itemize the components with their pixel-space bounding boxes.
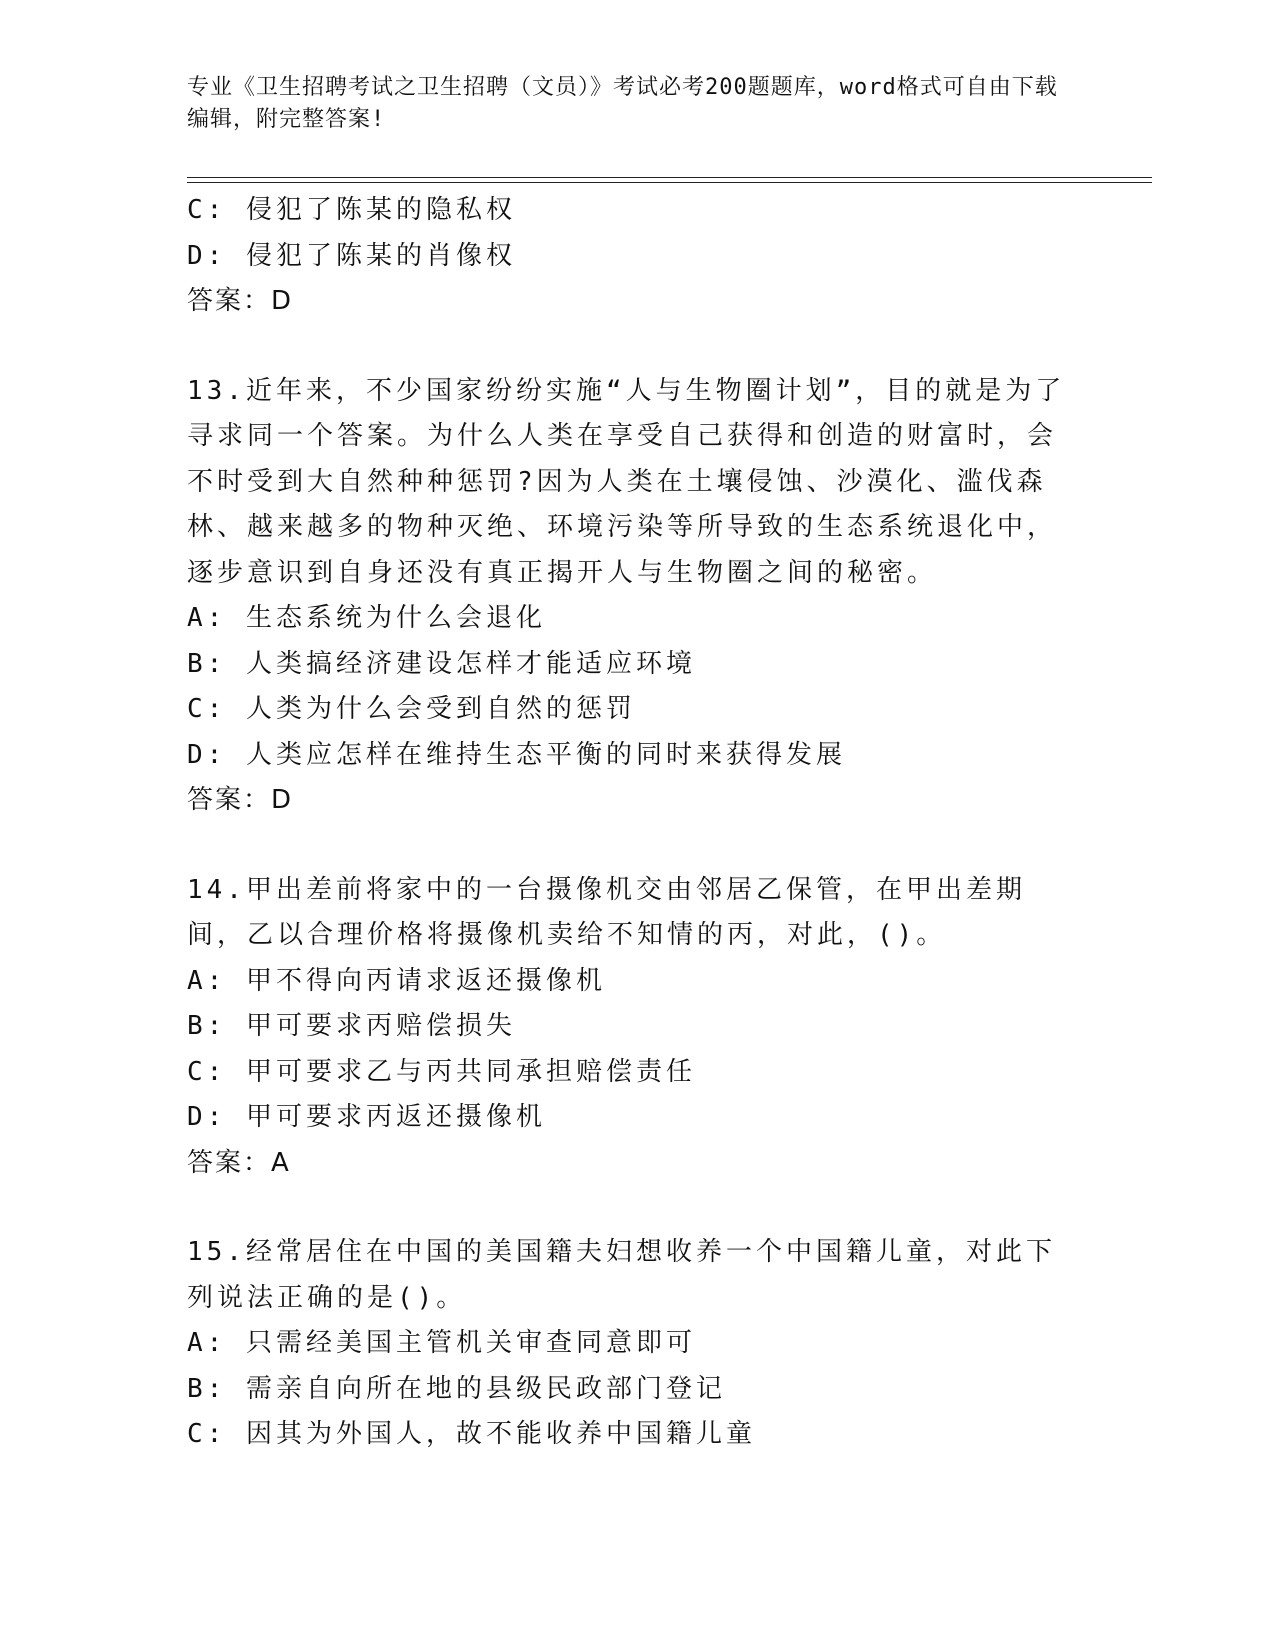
- option-b: B: 人类搞经济建设怎样才能适应环境: [187, 648, 696, 679]
- question-gap: [187, 325, 1067, 369]
- question-14: [187, 868, 1067, 1187]
- question-stem: 14.甲出差前将家中的一台摄像机交由邻居乙保管，在甲出差期间，乙以合理价格将摄像机卖给不知情的丙，对此，()。: [187, 874, 1026, 950]
- option-a: A: 只需经美国主管机关审查同意即可: [187, 1328, 696, 1358]
- question-13: [187, 369, 1067, 824]
- question-stem: 13.近年来，不少国家纷纷实施“人与生物圈计划”，目的就是为了寻求同一个答案。为什么人类在享受自己获得和创造的财富时，会不时受到大自然种种惩罚?因为人类在土壤侵蚀、沙漠化、滥伐森林、越来越多的物种灭绝、环境污染等所导致的生态系统退化中，逐步意识到自身还没有真正揭开人与生物圈之间的秘密。: [187, 375, 1066, 588]
- answer-line: 答案：A: [187, 1147, 291, 1178]
- option-b: B: 甲可要求丙赔偿损失: [187, 1011, 516, 1041]
- question-12-tail: [187, 188, 1067, 325]
- answer-line: 答案：D: [187, 286, 294, 316]
- question-gap: [187, 1186, 1067, 1230]
- option-c: C: 人类为什么会受到自然的惩罚: [187, 694, 636, 724]
- option-c: C: 甲可要求乙与丙共同承担赔偿责任: [187, 1056, 696, 1087]
- document-body: [187, 188, 1067, 1458]
- document-header: 专业《卫生招聘考试之卫生招聘（文员）》考试必考200题题库，word格式可自由下载编辑，附完整答案!: [187, 75, 1058, 132]
- option-c: C: 侵犯了陈某的隐私权: [187, 195, 516, 225]
- option-d: D: 人类应怎样在维持生态平衡的同时来获得发展: [187, 739, 846, 770]
- option-b: B: 需亲自向所在地的县级民政部门登记: [187, 1373, 726, 1404]
- option-d: D: 侵犯了陈某的肖像权: [187, 240, 516, 271]
- option-c: C: 因其为外国人，故不能收养中国籍儿童: [187, 1419, 756, 1449]
- answer-line: 答案：D: [187, 785, 294, 815]
- option-a: A: 甲不得向丙请求返还摄像机: [187, 965, 606, 996]
- option-d: D: 甲可要求丙返还摄像机: [187, 1102, 546, 1132]
- option-a: A: 生态系统为什么会退化: [187, 603, 546, 633]
- header-rule-top: [187, 177, 1152, 178]
- question-stem: 15.经常居住在中国的美国籍夫妇想收养一个中国籍儿童，对此下列说法正确的是()。: [187, 1237, 1056, 1313]
- question-15: [187, 1230, 1067, 1458]
- header-rule-bottom: [187, 182, 1152, 183]
- question-gap: [187, 824, 1067, 868]
